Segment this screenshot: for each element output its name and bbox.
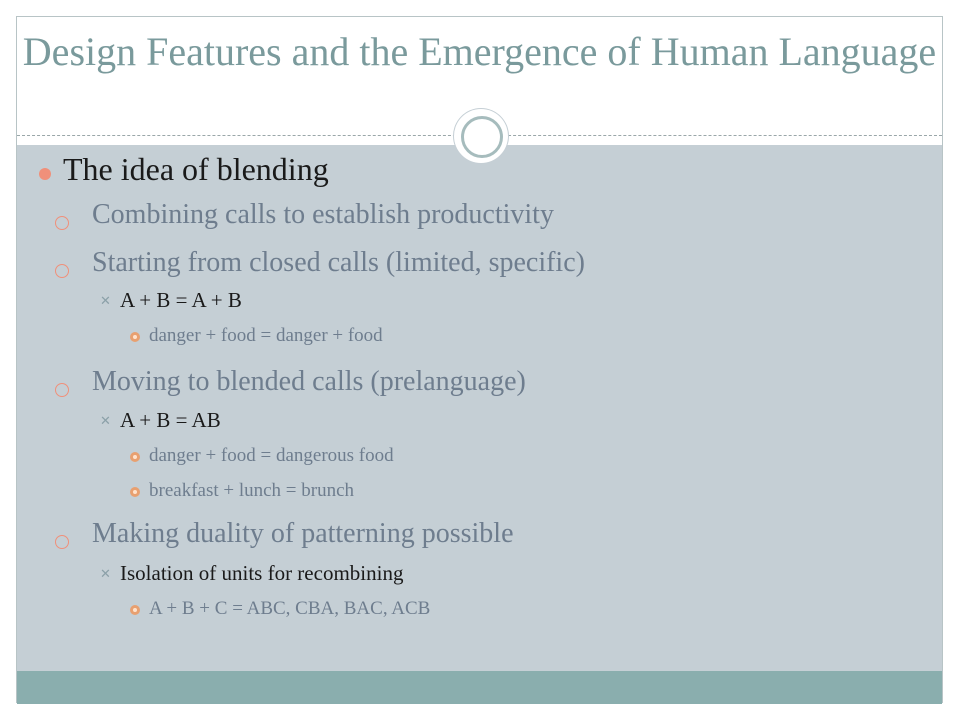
hollow-circle-icon bbox=[55, 216, 69, 230]
ring-icon bbox=[461, 116, 503, 158]
x-mark-icon: ✕ bbox=[100, 414, 111, 429]
bullet-level2: Starting from closed calls (limited, specific) bbox=[92, 247, 585, 278]
bullet-level2: Moving to blended calls (prelanguage) bbox=[92, 366, 526, 397]
bullet-level3: A + B = AB bbox=[120, 408, 221, 432]
orange-circle-icon bbox=[130, 332, 140, 342]
bullet-level4: danger + food = danger + food bbox=[149, 325, 383, 346]
x-mark-icon: ✕ bbox=[100, 567, 111, 582]
bullet-level3: A + B = A + B bbox=[120, 288, 242, 312]
bullet-level2: Combining calls to establish productivity bbox=[92, 199, 554, 230]
slide-title: Design Features and the Emergence of Human Language bbox=[22, 29, 937, 74]
filled-circle-icon bbox=[39, 168, 51, 180]
hollow-circle-icon bbox=[55, 535, 69, 549]
bullet-level4: danger + food = dangerous food bbox=[149, 445, 394, 466]
content-area bbox=[17, 145, 942, 671]
x-mark-icon: ✕ bbox=[100, 294, 111, 309]
bullet-level4: breakfast + lunch = brunch bbox=[149, 480, 355, 501]
orange-circle-icon bbox=[130, 452, 140, 462]
bullet-level1: The idea of blending bbox=[63, 151, 329, 187]
bullet-level2: Making duality of patterning possible bbox=[92, 518, 514, 549]
bullet-level4: A + B + C = ABC, CBA, BAC, ACB bbox=[149, 598, 431, 619]
hollow-circle-icon bbox=[55, 383, 69, 397]
orange-circle-icon bbox=[130, 605, 140, 615]
orange-circle-icon bbox=[130, 487, 140, 497]
footer-band bbox=[17, 671, 942, 704]
bullet-level3: Isolation of units for recombining bbox=[120, 561, 404, 585]
slide-frame bbox=[16, 16, 943, 703]
decorative-circle-icon bbox=[454, 109, 508, 163]
hollow-circle-icon bbox=[55, 264, 69, 278]
